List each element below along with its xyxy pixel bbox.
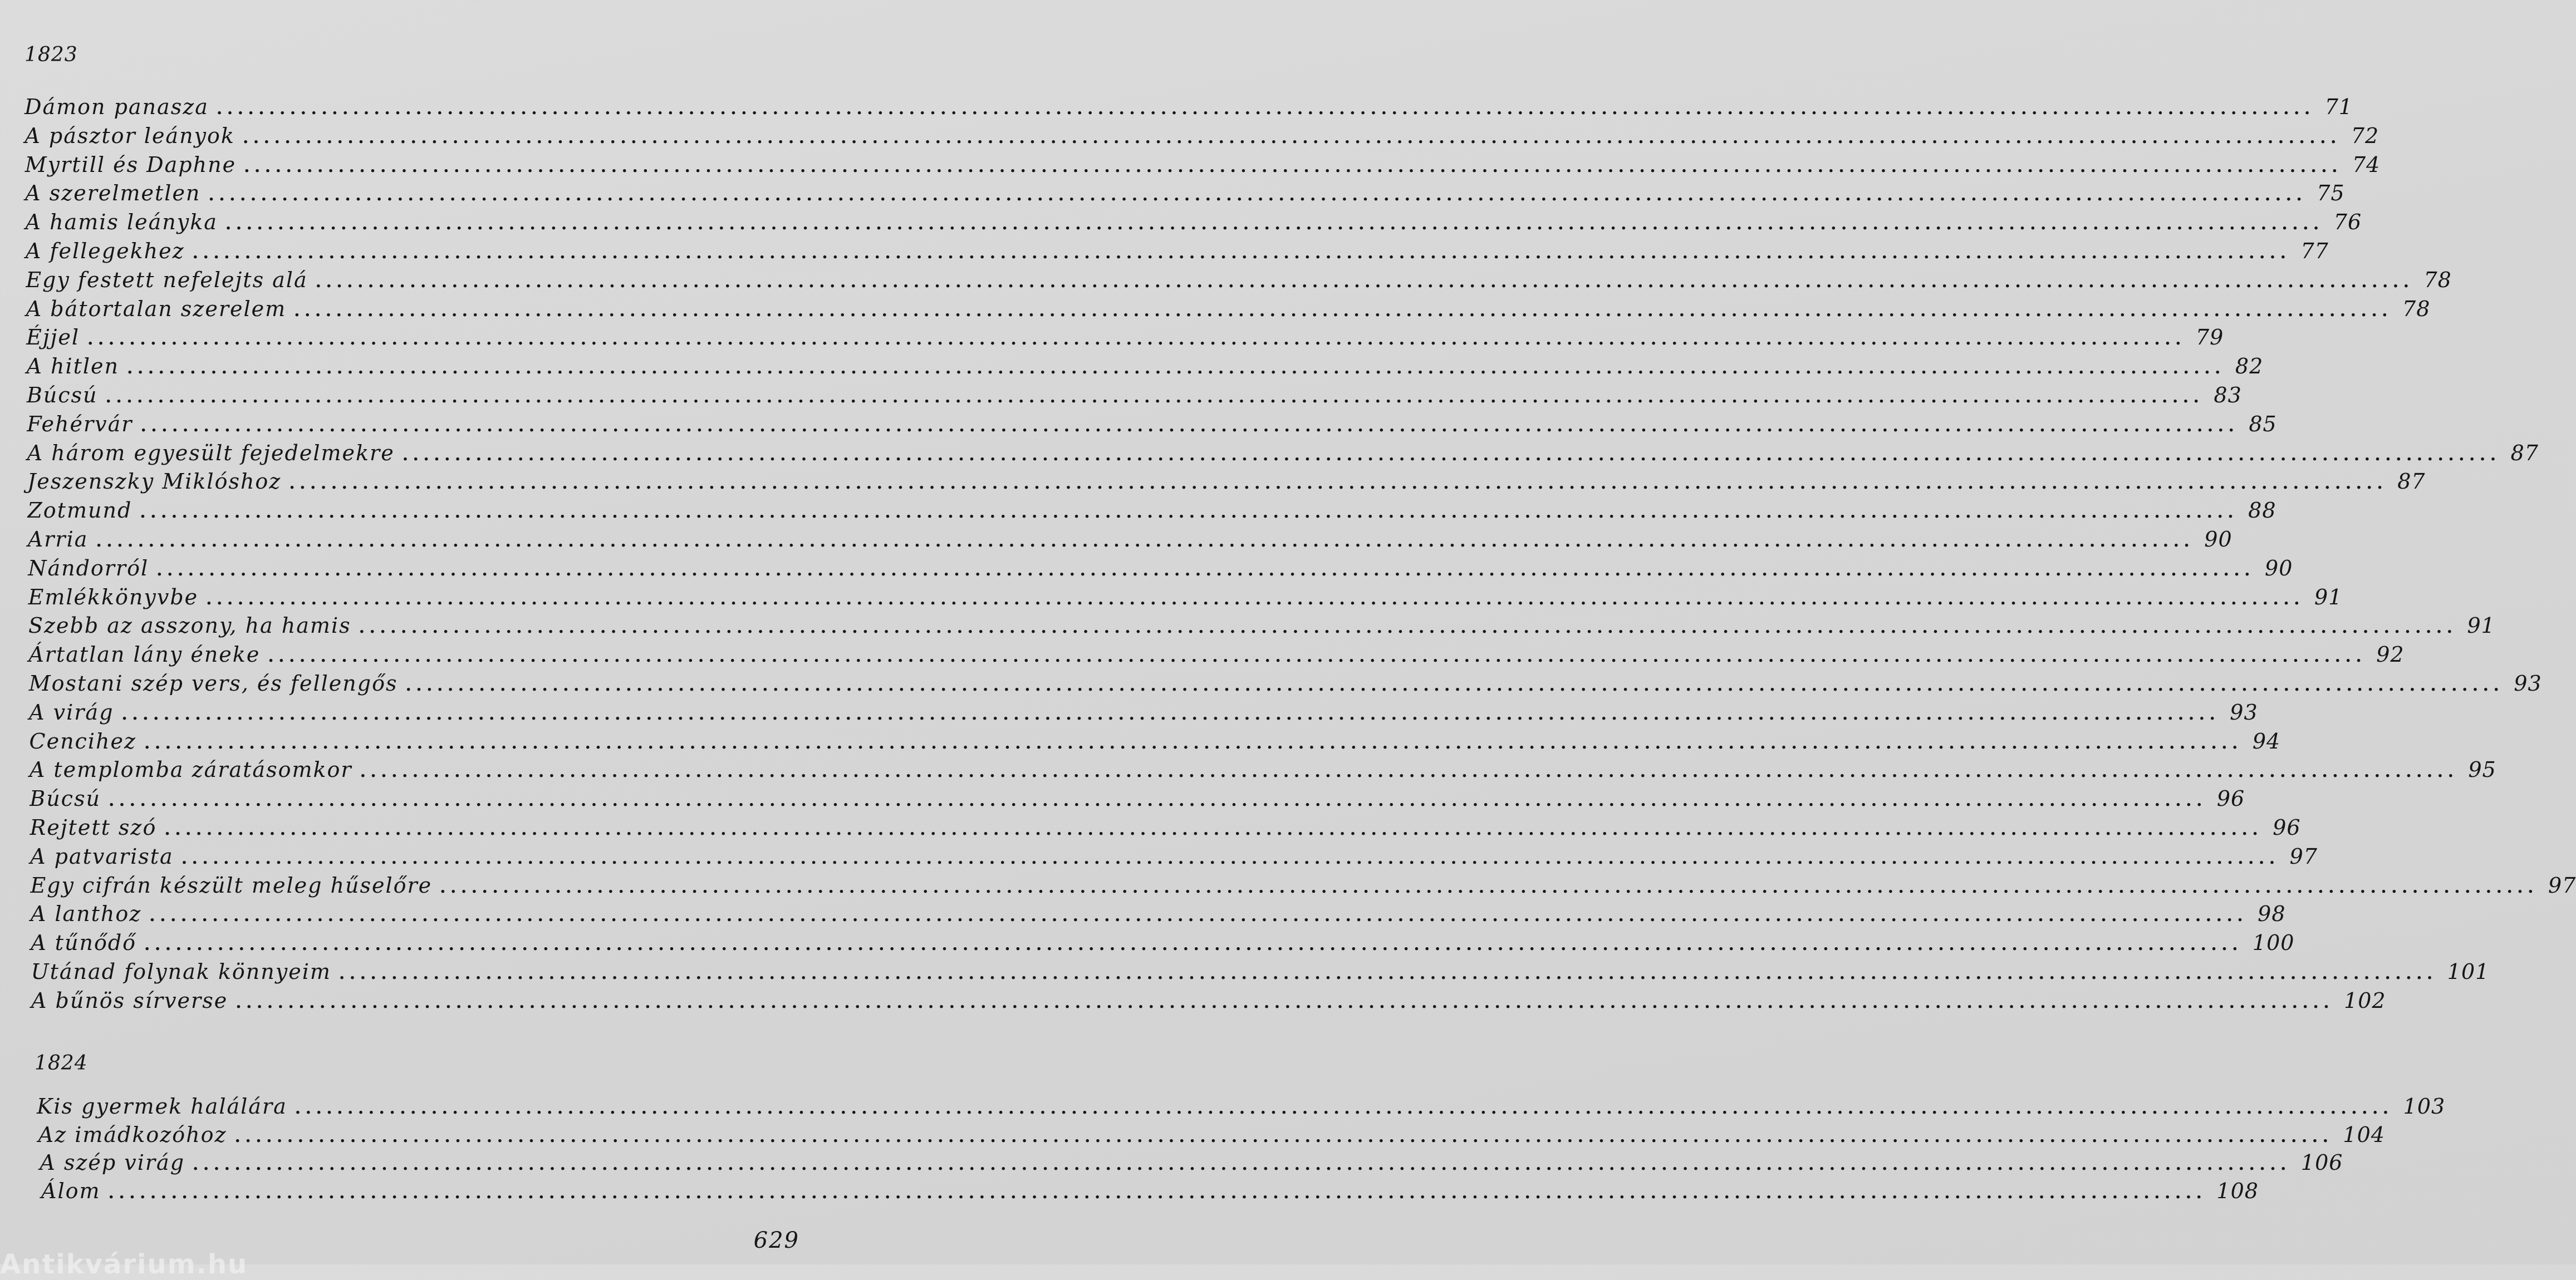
toc-entry-title: A bátortalan szerelem: [26, 296, 287, 321]
toc-entry-title: A hamis leányka: [25, 210, 218, 235]
toc-entry-page: 104: [2343, 1122, 2385, 1147]
toc-leader-dots: ........................................................................................................................................................................................................: [181, 848, 2280, 868]
toc-entry: [24, 123, 2379, 152]
toc-entry: [29, 728, 2281, 758]
toc-entry-title: A virág: [29, 700, 114, 725]
toc-entry-page: 91: [2314, 584, 2343, 609]
toc-entry: [31, 931, 2295, 959]
toc-entry-page: 101: [2447, 959, 2490, 984]
toc-entry: [24, 95, 2353, 124]
toc-entry-page: 85: [2249, 411, 2277, 436]
toc-entry: [27, 469, 2426, 498]
toc-entry-page: 108: [2216, 1178, 2259, 1203]
toc-leader-dots: ........................................................................................................................................................................................................: [338, 964, 2437, 983]
page-number: 629: [753, 1228, 799, 1253]
toc-entry: [26, 296, 2431, 326]
toc-entry: [30, 815, 2301, 844]
toc-entry-page: 98: [2258, 902, 2286, 927]
toc-leader-dots: ........................................................................................................................................................................................................: [289, 474, 2388, 494]
toc-entry: [30, 873, 2576, 902]
toc-entry-page: 90: [2265, 555, 2293, 580]
toc-entry-page: 83: [2214, 383, 2242, 407]
toc-entry-page: 78: [2402, 296, 2431, 321]
toc-entry: [30, 786, 2245, 815]
toc-leader-dots: ........................................................................................................................................................................................................: [208, 185, 2307, 205]
toc-entry: [28, 613, 2495, 642]
toc-entry: [27, 498, 2276, 527]
toc-leader-dots: ........................................................................................................................................................................................................: [405, 676, 2504, 695]
toc-leader-dots: ........................................................................................................................................................................................................: [87, 329, 2186, 349]
toc-entry-page: 77: [2300, 239, 2329, 263]
toc-entry-page: 97: [2289, 844, 2318, 869]
toc-entry-title: A fellegekhez: [25, 239, 185, 263]
toc-entry-title: Éjjel: [26, 325, 80, 350]
toc-entry-page: 79: [2195, 325, 2224, 350]
toc-leader-dots: ........................................................................................................................................................................................................: [121, 704, 2220, 724]
toc-entry-title: A templomba záratásomkor: [29, 757, 352, 782]
toc-entry: [27, 411, 2277, 441]
toc-leader-dots: ........................................................................................................................................................................................................: [268, 647, 2367, 667]
toc-leader-dots: ........................................................................................................................................................................................................: [96, 531, 2195, 551]
toc-leader-dots: ........................................................................................................................................................................................................: [144, 733, 2243, 753]
toc-entry-title: Búcsú: [26, 383, 98, 407]
toc-entry-title: Arria: [27, 527, 89, 552]
toc-entry: [28, 555, 2293, 585]
toc-entry-title: Zotmund: [27, 498, 133, 523]
toc-entry-page: 97: [2548, 873, 2576, 898]
toc-entry-page: 94: [2252, 728, 2281, 754]
toc-entry-title: A lanthoz: [30, 902, 142, 927]
toc-leader-dots: ........................................................................................................................................................................................................: [440, 877, 2538, 897]
toc-entry-title: A szerelmetlen: [25, 181, 201, 206]
toc-leader-dots: ........................................................................................................................................................................................................: [242, 127, 2341, 147]
toc-entry-title: Mostani szép vers, és fellengős: [28, 671, 398, 696]
toc-entry-page: 106: [2300, 1150, 2343, 1175]
toc-leader-dots: ........................................................................................................................................................................................................: [140, 416, 2239, 436]
toc-leader-dots: ........................................................................................................................................................................................................: [206, 589, 2305, 609]
toc-entry-title: Nándorról: [28, 555, 149, 580]
toc-entry-page: 75: [2317, 181, 2345, 206]
toc-entry: [31, 988, 2386, 1017]
toc-leader-dots: ........................................................................................................................................................................................................: [234, 1126, 2333, 1146]
toc-leader-dots: ........................................................................................................................................................................................................: [359, 618, 2457, 638]
section-year-1824: 1824: [35, 1052, 88, 1075]
toc-leader-dots: ........................................................................................................................................................................................................: [192, 243, 2291, 263]
toc-entry: [26, 325, 2224, 354]
toc-entry: [25, 239, 2329, 268]
toc-entry-page: 96: [2216, 786, 2245, 811]
toc-entry-page: 100: [2252, 931, 2295, 956]
toc-leader-dots: ........................................................................................................................................................................................................: [127, 358, 2225, 378]
toc-entry: [31, 959, 2490, 988]
toc-entry-page: 91: [2467, 613, 2495, 638]
toc-entry-title: Búcsú: [30, 786, 101, 811]
toc-entry-page: 71: [2324, 95, 2353, 119]
toc-entry-title: A szép virág: [40, 1150, 185, 1175]
toc-entry: [40, 1150, 2343, 1179]
toc-entry: [28, 642, 2405, 671]
toc-entry-page: 76: [2333, 210, 2362, 235]
toc-entry-title: Egy festett nefelejts alá: [26, 267, 308, 292]
toc-entry: [41, 1178, 2259, 1208]
toc-entry-page: 72: [2351, 123, 2379, 148]
toc-entry: [30, 844, 2318, 873]
toc-entry-page: 102: [2344, 988, 2386, 1013]
toc-leader-dots: ........................................................................................................................................................................................................: [295, 1099, 2393, 1118]
toc-entry-title: A patvarista: [30, 844, 174, 869]
toc-entry-page: 93: [2230, 700, 2258, 725]
toc-entry-page: 95: [2468, 757, 2496, 782]
toc-entry-title: A pásztor leányok: [24, 123, 235, 148]
watermark: Antikvárium.hu: [0, 1249, 248, 1280]
toc-entry-page: 74: [2352, 152, 2381, 177]
toc-entry-page: 96: [2273, 815, 2301, 840]
toc-leader-dots: ........................................................................................................................................................................................................: [105, 387, 2204, 407]
toc-entry: [25, 210, 2362, 239]
toc-entry-title: A tűnődő: [31, 931, 137, 956]
toc-entry: [24, 152, 2381, 181]
toc-leader-dots: ........................................................................................................................................................................................................: [149, 906, 2248, 926]
toc-entry-title: Jeszenszky Miklóshoz: [27, 469, 282, 494]
toc-entry-title: Myrtill és Daphne: [24, 152, 237, 177]
toc-entry-title: Fehérvár: [27, 411, 133, 436]
toc-entry-title: Rejtett szó: [30, 815, 157, 840]
toc-leader-dots: ........................................................................................................................................................................................................: [156, 560, 2255, 580]
toc-entry-page: 87: [2510, 440, 2539, 465]
toc-entry-title: Az imádkozóhoz: [38, 1122, 227, 1147]
toc-entry: [29, 700, 2258, 729]
toc-entry: [26, 267, 2452, 297]
toc-entry-title: A három egyesült fejedelmekre: [27, 440, 395, 465]
toc-leader-dots: ........................................................................................................................................................................................................: [144, 935, 2243, 955]
toc-leader-dots: ........................................................................................................................................................................................................: [140, 503, 2239, 523]
toc-entry-page: 78: [2423, 267, 2452, 292]
toc-entry-title: A hitlen: [26, 354, 120, 379]
toc-entry-title: Utánad folynak könnyeim: [31, 959, 331, 984]
toc-entry-page: 103: [2403, 1094, 2446, 1119]
toc-entry-page: 90: [2204, 527, 2232, 552]
toc-entry-title: Szebb az asszony, ha hamis: [28, 613, 351, 638]
toc-entry-title: Ártatlan lány éneke: [28, 642, 261, 667]
toc-leader-dots: ........................................................................................................................................................................................................: [244, 156, 2342, 176]
toc-entry-title: A bűnös sírverse: [31, 988, 228, 1013]
toc-leader-dots: ........................................................................................................................................................................................................: [193, 1155, 2291, 1174]
toc-entry-page: 92: [2376, 642, 2405, 667]
toc-entry-title: Dámon panasza: [24, 95, 209, 119]
toc-entry-page: 82: [2235, 354, 2264, 379]
toc-entry: [28, 584, 2343, 614]
toc-entry-title: Álom: [41, 1178, 101, 1203]
toc-entry: [28, 671, 2542, 700]
toc-leader-dots: ........................................................................................................................................................................................................: [360, 762, 2459, 782]
toc-leader-dots: ........................................................................................................................................................................................................: [294, 301, 2393, 321]
toc-entry: [38, 1122, 2385, 1151]
toc-entry-title: Cencihez: [29, 728, 136, 754]
toc-leader-dots: ........................................................................................................................................................................................................: [402, 445, 2501, 465]
toc-leader-dots: ........................................................................................................................................................................................................: [108, 1183, 2207, 1203]
toc-entry: [26, 383, 2242, 412]
toc-entry-title: Emlékkönyvbe: [28, 584, 199, 609]
toc-leader-dots: ........................................................................................................................................................................................................: [315, 272, 2414, 292]
toc-entry: [27, 440, 2539, 470]
section-year-1823: 1823: [24, 43, 78, 66]
toc-entry: [26, 354, 2264, 383]
toc-entry: [29, 757, 2496, 786]
toc-entry-title: Kis gyermek halálára: [37, 1094, 287, 1119]
toc-entry: [37, 1094, 2446, 1123]
toc-entry: [25, 181, 2345, 210]
toc-entry: [27, 527, 2232, 556]
toc-leader-dots: ........................................................................................................................................................................................................: [108, 791, 2207, 811]
toc-leader-dots: ........................................................................................................................................................................................................: [225, 214, 2324, 234]
toc-entry-page: 93: [2514, 671, 2542, 696]
toc-leader-dots: ........................................................................................................................................................................................................: [164, 820, 2263, 839]
toc-entry-page: 88: [2248, 498, 2276, 523]
toc-entry-page: 87: [2397, 469, 2426, 494]
toc-leader-dots: ........................................................................................................................................................................................................: [235, 992, 2334, 1012]
toc-entry: [30, 902, 2286, 931]
toc-leader-dots: ........................................................................................................................................................................................................: [216, 99, 2315, 119]
toc-entry-title: Egy cifrán készült meleg hűselőre: [30, 873, 433, 898]
